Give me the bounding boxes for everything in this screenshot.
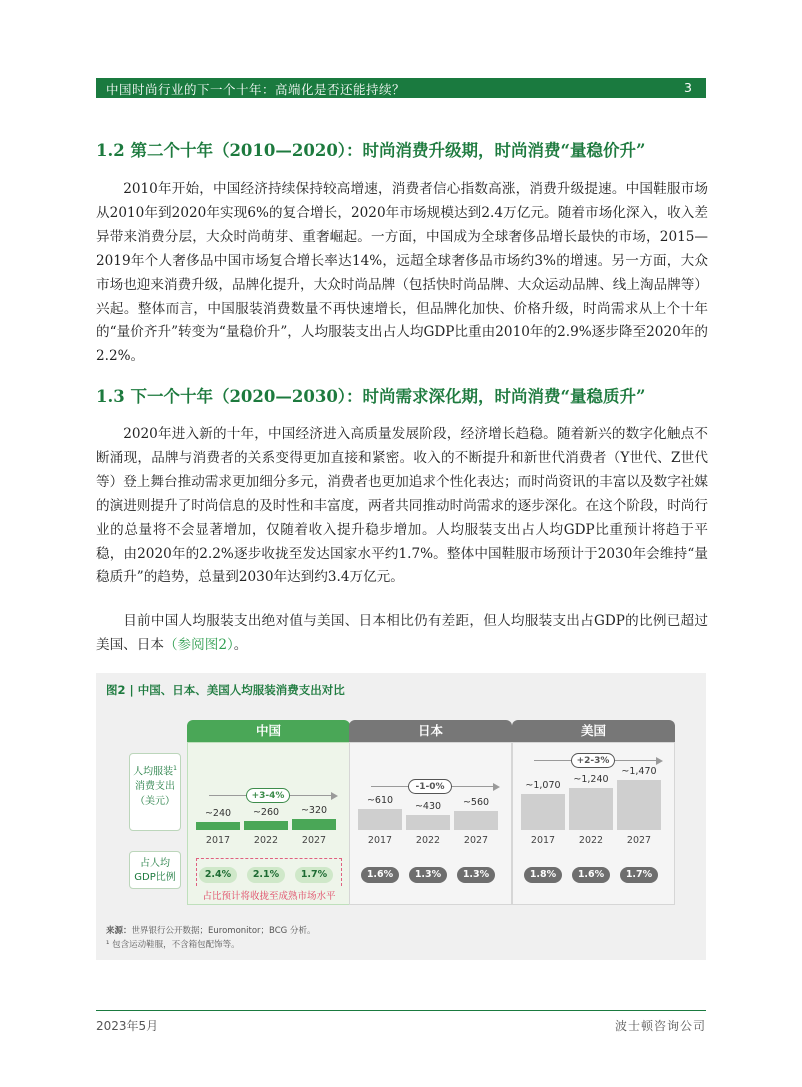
paragraph-1-2: 2010年开始，中国经济持续保持较高增速，消费者信心指数高涨，消费升级提速。中国鞋服市场从2010年到2020年实现6%的复合增长，2020年市场规模达到2.4万亿元。随着市场化深入，收入差异带来消费分层，大众时尚萌芽、重奢崛起。一方面，中国成为全球奢侈品增长最快的市场，2015—2019年个人奢侈品中国市场复合增长率达14%，远超全球奢侈品市场约3%的增速。另一方面，大众市场也迎来消费升级，品牌化提升，大众时尚品牌（包括快时尚品牌、大众运动品牌、线上淘品牌等）兴起。整体而言，中国服装消费数量不再快速增长，但品牌化加快、价格升级，时尚需求从上个十年的“量价齐升”转变为“量稳价升”，人均服装支出占人均GDP比重由2010年的2.9%逐步降至2020年的2.2%。 xyxy=(96,181,708,365)
gdp-share-pill: 1.6% xyxy=(361,867,399,883)
bar-value-label: ~610 xyxy=(366,795,394,806)
footer-company: 波士顿咨询公司 xyxy=(614,1019,706,1033)
column-header-usa: 美国 xyxy=(512,720,675,742)
year-label: 2017 xyxy=(530,835,556,846)
gdp-share-pill: 1.3% xyxy=(457,867,495,883)
bar-value-label: ~240 xyxy=(204,808,232,819)
row-label-gdp-line2: GDP比例 xyxy=(134,872,176,883)
footer-date: 2023年5月 xyxy=(96,1019,159,1033)
convergence-note: 占比预计将收拢至成熟市场水平 xyxy=(196,888,342,902)
year-label: 2027 xyxy=(626,835,652,846)
arrow-right-icon xyxy=(656,757,663,765)
year-label: 2027 xyxy=(463,835,489,846)
arrow-right-icon xyxy=(331,792,338,800)
year-label: 2022 xyxy=(253,835,279,846)
bar-美国-2027 xyxy=(617,780,661,830)
bar-value-label: ~560 xyxy=(462,797,490,808)
bar-value-label: ~1,070 xyxy=(525,780,561,791)
figure-2 xyxy=(96,673,706,960)
bar-value-label: ~1,470 xyxy=(621,766,657,777)
row-label-spending-line2: 消费支出 xyxy=(135,781,175,793)
gdp-share-pill: 1.3% xyxy=(409,867,447,883)
figure-source xyxy=(106,924,315,936)
header-title: 中国时尚行业的下一个十年：高端化是否还能持续？ xyxy=(106,82,406,97)
bar-中国-2027 xyxy=(292,819,336,830)
column-header-china: 中国 xyxy=(187,720,350,742)
section-heading-1-2: 1.2 第二个十年（2010—2020）：时尚消费升级期，时尚消费“量稳价升” xyxy=(96,141,646,160)
row-label-gdp-line1: 占人均 xyxy=(140,858,170,869)
paragraph-comparison xyxy=(96,610,708,658)
paragraph-comparison-text: 目前中国人均服装支出绝对值与美国、日本相比仍有差距，但人均服装支出占GDP的比例已超过美国、日本 xyxy=(96,613,708,653)
gdp-share-pill: 1.6% xyxy=(572,867,610,883)
footnote-marker: 1 xyxy=(173,765,177,772)
gdp-share-pill: 1.7% xyxy=(620,867,658,883)
section-heading-1-3: 1.3 下一个十年（2020—2030）：时尚需求深化期，时尚消费“量稳质升” xyxy=(96,387,646,406)
year-label: 2027 xyxy=(301,835,327,846)
bar-日本-2027 xyxy=(454,811,498,830)
source-text: 世界银行公开数据；Euromonitor；BCG 分析。 xyxy=(131,926,316,936)
row-label-gdp-share xyxy=(129,851,181,889)
row-label-spending xyxy=(129,753,181,831)
bar-value-label: ~430 xyxy=(414,801,442,812)
year-label: 2017 xyxy=(205,835,231,846)
paragraph-comparison-tail: 。 xyxy=(233,636,248,653)
paragraph-1-3: 2020年进入新的十年，中国经济进入高质量发展阶段，经济增长趋稳。随着新兴的数字化触点不断涌现，品牌与消费者的关系变得更加直接和紧密。收入的不断提升和新世代消费者（Y世代、Z世代等）登上舞台推动需求更加细分多元，消费者也更加追求个性化表达；而时尚资讯的丰富以及数字社媒的演进则提升了时尚信息的及时性和丰富度，两者共同推动时尚需求的逐步深化。在这个阶段，时尚行业的总量将不会显著增加，仅随着收入提升稳步增加。人均服装支出占人均GDP比重预计将趋于平稳，由2020年的2.2%逐步收拢至发达国家水平约1.7%。整体中国鞋服市场预计于2030年会维持“量稳质升”的趋势，总量到2030年达到约3.4万亿元。 xyxy=(96,426,708,586)
row-label-spending-line1: 人均服装$^1$ xyxy=(133,765,177,778)
arrow-right-icon xyxy=(493,783,500,791)
header-bar xyxy=(96,78,706,98)
year-label: 2022 xyxy=(415,835,441,846)
bar-中国-2017 xyxy=(196,822,240,830)
bar-美国-2017 xyxy=(521,794,565,830)
bar-value-label: ~1,240 xyxy=(573,774,609,785)
year-label: 2022 xyxy=(578,835,604,846)
bar-日本-2017 xyxy=(358,809,402,830)
bar-美国-2022 xyxy=(569,788,613,830)
growth-rate-pill: -1-0% xyxy=(408,779,452,794)
growth-rate-pill: +3-4% xyxy=(246,788,290,803)
gdp-share-pill: 2.1% xyxy=(247,867,285,883)
figure-reference-link[interactable]: （参阅图2） xyxy=(163,636,234,653)
year-label: 2017 xyxy=(367,835,393,846)
bar-日本-2022 xyxy=(406,815,450,830)
growth-rate-pill: +2-3% xyxy=(571,753,615,768)
figure-title: 图2 | 中国、日本、美国人均服装消费支出对比 xyxy=(106,683,345,697)
column-header-japan: 日本 xyxy=(349,720,512,742)
bar-中国-2022 xyxy=(244,821,288,830)
gdp-share-pill: 1.8% xyxy=(524,867,562,883)
gdp-share-pill: 2.4% xyxy=(199,867,237,883)
gdp-share-pill: 1.7% xyxy=(295,867,333,883)
bar-value-label: ~320 xyxy=(300,805,328,816)
source-label: 来源： xyxy=(106,926,132,936)
row-label-spending-line3: （美元） xyxy=(135,796,175,808)
bar-value-label: ~260 xyxy=(252,807,280,818)
figure-footnote: ¹ 包含运动鞋服，不含箱包配饰等。 xyxy=(106,940,240,950)
footer-divider xyxy=(96,1010,706,1011)
page-number: 3 xyxy=(684,80,692,95)
